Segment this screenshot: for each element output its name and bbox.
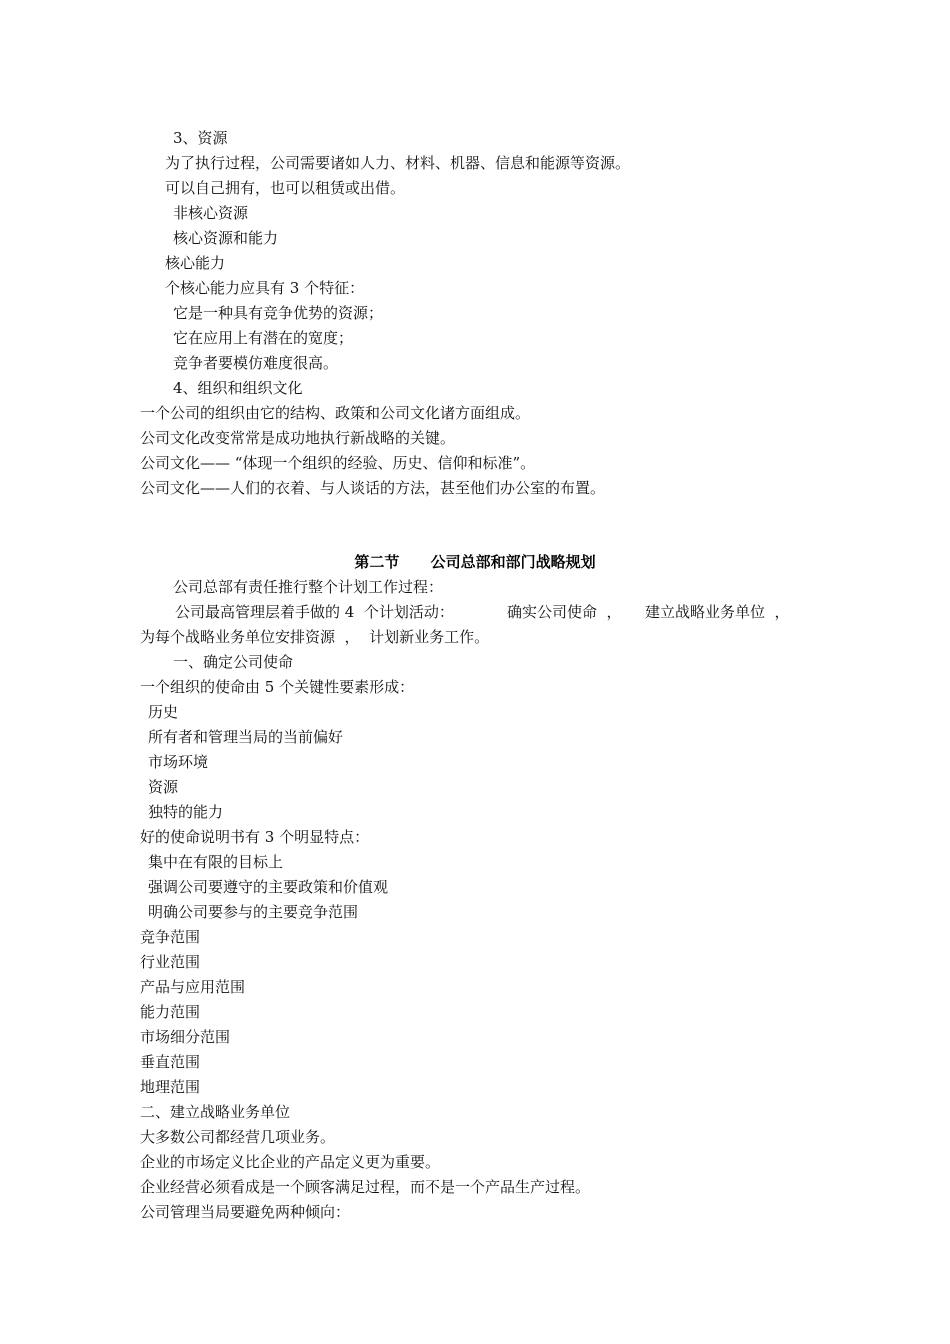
text-line: 为了执行过程，公司需要诸如人力、材料、机器、信息和能源等资源。 bbox=[165, 154, 631, 172]
list-item: 竞争范围 bbox=[140, 928, 201, 946]
text-line: 一个公司的组织由它的结构、政策和公司文化诸方面组成。 bbox=[140, 404, 531, 422]
text-line: 非核心资源 bbox=[173, 204, 249, 222]
list-item: 市场细分范围 bbox=[140, 1028, 231, 1046]
text-line: 为每个战略业务单位安排资源 ， 计划新业务工作。 bbox=[140, 628, 490, 646]
list-item: 历史 bbox=[148, 703, 179, 721]
section-title: 公司总部和部门战略规划 bbox=[430, 553, 596, 571]
list-item: 集中在有限的目标上 bbox=[148, 853, 284, 871]
list-item: 强调公司要遵守的主要政策和价值观 bbox=[148, 878, 389, 896]
text-line: 核心能力 bbox=[165, 254, 226, 272]
text-line: 它在应用上有潜在的宽度； bbox=[173, 329, 354, 347]
subsection-heading: 一、确定公司使命 bbox=[173, 653, 294, 671]
list-item: 能力范围 bbox=[140, 1003, 201, 1021]
text-line: 企业经营必须看成是一个顾客满足过程，而不是一个产品生产过程。 bbox=[140, 1178, 591, 1196]
section-heading bbox=[140, 552, 810, 572]
text-line: 核心资源和能力 bbox=[173, 229, 279, 247]
text-line: 公司最高管理层着手做的 4 个计划活动： bbox=[175, 603, 454, 621]
text-line: 好的使命说明书有 3 个明显特点： bbox=[140, 828, 370, 846]
text-line: 可以自己拥有，也可以租赁或出借。 bbox=[165, 179, 406, 197]
text-line: 建立战略业务单位 ， bbox=[645, 603, 790, 621]
list-item: 独特的能力 bbox=[148, 803, 224, 821]
text-line: 一个组织的使命由 5 个关键性要素形成： bbox=[140, 678, 415, 696]
text-line: 竞争者要模仿难度很高。 bbox=[173, 354, 339, 372]
list-item: 市场环境 bbox=[148, 753, 209, 771]
resources-heading: 3、资源 bbox=[173, 129, 228, 147]
text-line: 公司总部有责任推行整个计划工作过程： bbox=[173, 578, 444, 596]
organization-heading: 4、组织和组织文化 bbox=[173, 379, 303, 397]
text-line: 大多数公司都经营几项业务。 bbox=[140, 1128, 336, 1146]
list-item: 资源 bbox=[148, 778, 179, 796]
text-line: 公司文化改变常常是成功地执行新战略的关键。 bbox=[140, 429, 456, 447]
text-line: 公司管理当局要避免两种倾向： bbox=[140, 1203, 351, 1221]
subsection-heading: 二、建立战略业务单位 bbox=[140, 1103, 291, 1121]
text-line: 个核心能力应具有 3 个特征： bbox=[165, 279, 365, 297]
text-line: 公司文化——人们的衣着、与人谈话的方法，甚至他们办公室的布置。 bbox=[140, 479, 606, 497]
list-item: 地理范围 bbox=[140, 1078, 201, 1096]
list-item: 所有者和管理当局的当前偏好 bbox=[148, 728, 344, 746]
text-line: 公司文化—— “体现一个组织的经验、历史、信仰和标准”。 bbox=[140, 454, 536, 472]
list-item: 产品与应用范围 bbox=[140, 978, 246, 996]
list-item: 垂直范围 bbox=[140, 1053, 201, 1071]
text-line: 企业的市场定义比企业的产品定义更为重要。 bbox=[140, 1153, 441, 1171]
list-item: 明确公司要参与的主要竞争范围 bbox=[148, 903, 359, 921]
list-item: 行业范围 bbox=[140, 953, 201, 971]
text-line: 确实公司使命 ， bbox=[507, 603, 622, 621]
text-line: 它是一种具有竞争优势的资源； bbox=[173, 304, 384, 322]
section-number: 第二节 bbox=[354, 553, 400, 571]
